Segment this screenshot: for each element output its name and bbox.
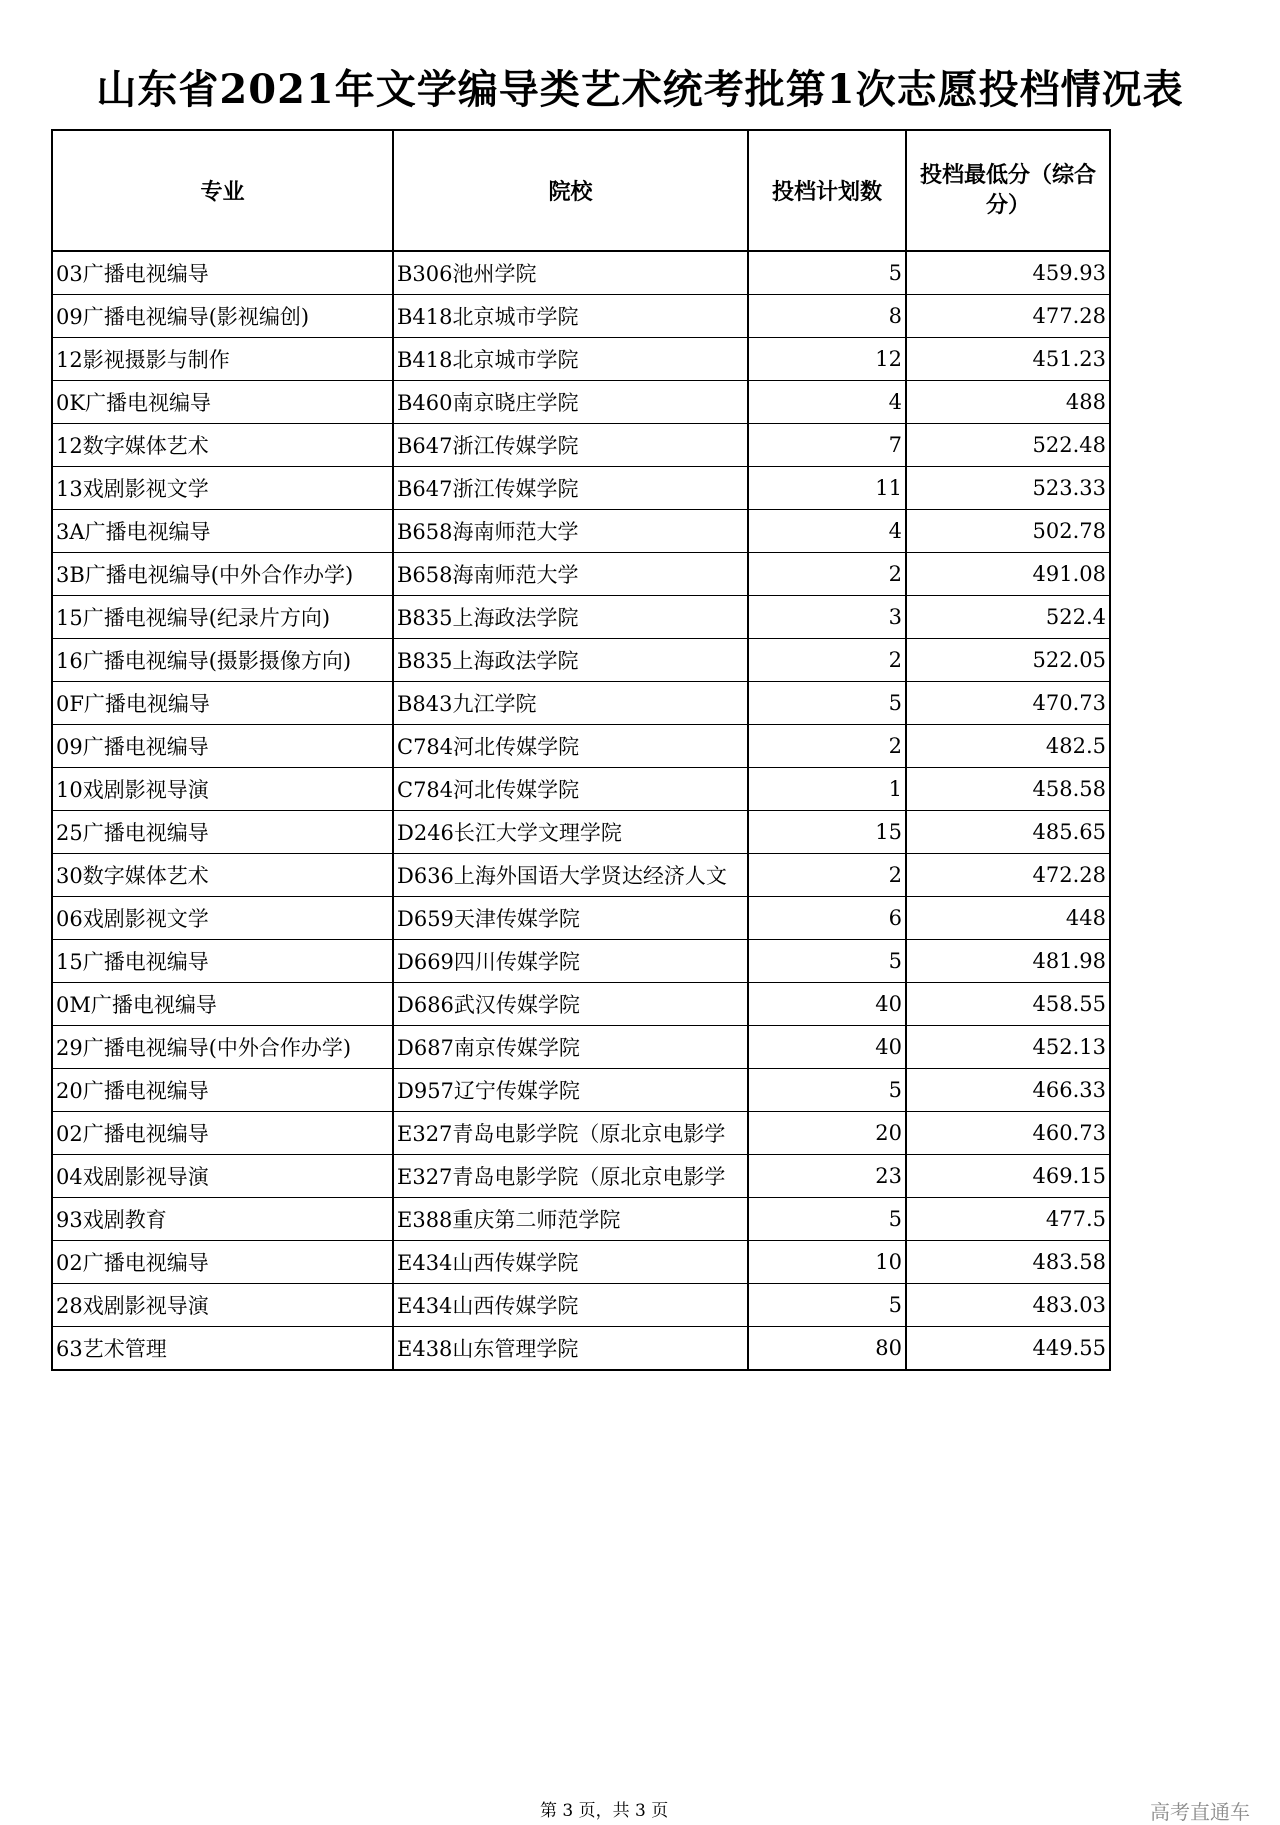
cell-plan: 15	[748, 811, 906, 854]
table-row	[52, 854, 1110, 897]
header-plan: 投档计划数	[748, 130, 906, 251]
cell-school: D669四川传媒学院	[393, 940, 748, 983]
table-row	[52, 768, 1110, 811]
cell-major: 12数字媒体艺术	[52, 424, 393, 467]
cell-score: 522.05	[906, 639, 1110, 682]
cell-school: E327青岛电影学院（原北京电影学	[393, 1155, 748, 1198]
cell-plan: 2	[748, 725, 906, 768]
cell-score: 460.73	[906, 1112, 1110, 1155]
cell-score: 477.5	[906, 1198, 1110, 1241]
cell-school: D659天津传媒学院	[393, 897, 748, 940]
cell-school: B460南京晓庄学院	[393, 381, 748, 424]
cell-plan: 3	[748, 596, 906, 639]
cell-school: B306池州学院	[393, 251, 748, 295]
cell-plan: 4	[748, 510, 906, 553]
table-row	[52, 467, 1110, 510]
cell-major: 06戏剧影视文学	[52, 897, 393, 940]
header-major: 专业	[52, 130, 393, 251]
cell-score: 483.03	[906, 1284, 1110, 1327]
table-body	[52, 251, 1110, 1370]
cell-school: E438山东管理学院	[393, 1327, 748, 1371]
cell-score: 458.55	[906, 983, 1110, 1026]
cell-major: 25广播电视编导	[52, 811, 393, 854]
cell-major: 15广播电视编导	[52, 940, 393, 983]
cell-plan: 5	[748, 940, 906, 983]
cell-score: 469.15	[906, 1155, 1110, 1198]
cell-plan: 10	[748, 1241, 906, 1284]
table-row	[52, 381, 1110, 424]
cell-major: 15广播电视编导(纪录片方向)	[52, 596, 393, 639]
cell-score: 483.58	[906, 1241, 1110, 1284]
cell-school: B647浙江传媒学院	[393, 424, 748, 467]
cell-major: 16广播电视编导(摄影摄像方向)	[52, 639, 393, 682]
watermark: 高考直通车	[1150, 1800, 1250, 1824]
table-row	[52, 596, 1110, 639]
cell-score: 485.65	[906, 811, 1110, 854]
cell-school: D636上海外国语大学贤达经济人文	[393, 854, 748, 897]
table-row	[52, 553, 1110, 596]
cell-major: 30数字媒体艺术	[52, 854, 393, 897]
cell-school: E327青岛电影学院（原北京电影学	[393, 1112, 748, 1155]
cell-major: 0F广播电视编导	[52, 682, 393, 725]
table-row	[52, 983, 1110, 1026]
cell-school: B658海南师范大学	[393, 510, 748, 553]
cell-major: 0K广播电视编导	[52, 381, 393, 424]
table-row	[52, 1284, 1110, 1327]
cell-school: B843九江学院	[393, 682, 748, 725]
cell-score: 488	[906, 381, 1110, 424]
table-header	[52, 130, 1110, 251]
cell-school: D687南京传媒学院	[393, 1026, 748, 1069]
table-row	[52, 1241, 1110, 1284]
cell-major: 0M广播电视编导	[52, 983, 393, 1026]
cell-major: 3A广播电视编导	[52, 510, 393, 553]
cell-major: 93戏剧教育	[52, 1198, 393, 1241]
table-row	[52, 1026, 1110, 1069]
cell-plan: 6	[748, 897, 906, 940]
cell-plan: 5	[748, 1284, 906, 1327]
cell-score: 502.78	[906, 510, 1110, 553]
table-row	[52, 338, 1110, 381]
cell-school: B418北京城市学院	[393, 295, 748, 338]
cell-plan: 20	[748, 1112, 906, 1155]
cell-major: 28戏剧影视导演	[52, 1284, 393, 1327]
cell-school: B835上海政法学院	[393, 596, 748, 639]
cell-major: 04戏剧影视导演	[52, 1155, 393, 1198]
cell-plan: 40	[748, 1026, 906, 1069]
cell-plan: 11	[748, 467, 906, 510]
cell-major: 10戏剧影视导演	[52, 768, 393, 811]
cell-plan: 4	[748, 381, 906, 424]
cell-plan: 5	[748, 682, 906, 725]
cell-score: 522.4	[906, 596, 1110, 639]
cell-major: 13戏剧影视文学	[52, 467, 393, 510]
cell-major: 12影视摄影与制作	[52, 338, 393, 381]
cell-score: 472.28	[906, 854, 1110, 897]
table-row	[52, 1155, 1110, 1198]
header-score: 投档最低分（综合分）	[906, 130, 1110, 251]
cell-plan: 1	[748, 768, 906, 811]
cell-score: 451.23	[906, 338, 1110, 381]
cell-major: 63艺术管理	[52, 1327, 393, 1371]
cell-plan: 2	[748, 854, 906, 897]
cell-major: 09广播电视编导(影视编创)	[52, 295, 393, 338]
table-row	[52, 295, 1110, 338]
cell-score: 452.13	[906, 1026, 1110, 1069]
cell-plan: 5	[748, 1198, 906, 1241]
table-row	[52, 1327, 1110, 1371]
table-row	[52, 424, 1110, 467]
cell-plan: 5	[748, 251, 906, 295]
cell-score: 449.55	[906, 1327, 1110, 1371]
cell-major: 20广播电视编导	[52, 1069, 393, 1112]
cell-plan: 40	[748, 983, 906, 1026]
cell-plan: 12	[748, 338, 906, 381]
cell-school: B658海南师范大学	[393, 553, 748, 596]
cell-score: 482.5	[906, 725, 1110, 768]
table-row	[52, 1112, 1110, 1155]
table-row	[52, 811, 1110, 854]
header-school: 院校	[393, 130, 748, 251]
table-row	[52, 940, 1110, 983]
cell-major: 29广播电视编导(中外合作办学)	[52, 1026, 393, 1069]
cell-major: 02广播电视编导	[52, 1112, 393, 1155]
cell-school: D686武汉传媒学院	[393, 983, 748, 1026]
cell-school: C784河北传媒学院	[393, 768, 748, 811]
cell-score: 466.33	[906, 1069, 1110, 1112]
cell-score: 458.58	[906, 768, 1110, 811]
cell-school: E434山西传媒学院	[393, 1284, 748, 1327]
table-row	[52, 1069, 1110, 1112]
cell-score: 523.33	[906, 467, 1110, 510]
header-row	[52, 130, 1110, 251]
cell-school: B647浙江传媒学院	[393, 467, 748, 510]
cell-school: B835上海政法学院	[393, 639, 748, 682]
cell-plan: 2	[748, 553, 906, 596]
cell-plan: 2	[748, 639, 906, 682]
table-row	[52, 725, 1110, 768]
admission-table	[51, 129, 1111, 1371]
cell-school: E388重庆第二师范学院	[393, 1198, 748, 1241]
page-info: 第 3 页，共 3 页	[540, 1801, 669, 1821]
cell-plan: 8	[748, 295, 906, 338]
cell-score: 481.98	[906, 940, 1110, 983]
cell-score: 448	[906, 897, 1110, 940]
cell-score: 491.08	[906, 553, 1110, 596]
cell-score: 459.93	[906, 251, 1110, 295]
cell-school: D957辽宁传媒学院	[393, 1069, 748, 1112]
document-title: 山东省2021年文学编导类艺术统考批第1次志愿投档情况表	[96, 66, 1184, 113]
cell-school: D246长江大学文理学院	[393, 811, 748, 854]
table-row	[52, 1198, 1110, 1241]
cell-major: 3B广播电视编导(中外合作办学)	[52, 553, 393, 596]
table-row	[52, 510, 1110, 553]
cell-major: 03广播电视编导	[52, 251, 393, 295]
cell-plan: 7	[748, 424, 906, 467]
table-row	[52, 682, 1110, 725]
cell-score: 522.48	[906, 424, 1110, 467]
cell-score: 470.73	[906, 682, 1110, 725]
cell-school: B418北京城市学院	[393, 338, 748, 381]
cell-school: C784河北传媒学院	[393, 725, 748, 768]
table-row	[52, 251, 1110, 295]
cell-major: 02广播电视编导	[52, 1241, 393, 1284]
table-row	[52, 897, 1110, 940]
cell-major: 09广播电视编导	[52, 725, 393, 768]
cell-plan: 5	[748, 1069, 906, 1112]
cell-school: E434山西传媒学院	[393, 1241, 748, 1284]
cell-plan: 23	[748, 1155, 906, 1198]
cell-score: 477.28	[906, 295, 1110, 338]
table-row	[52, 639, 1110, 682]
cell-plan: 80	[748, 1327, 906, 1371]
